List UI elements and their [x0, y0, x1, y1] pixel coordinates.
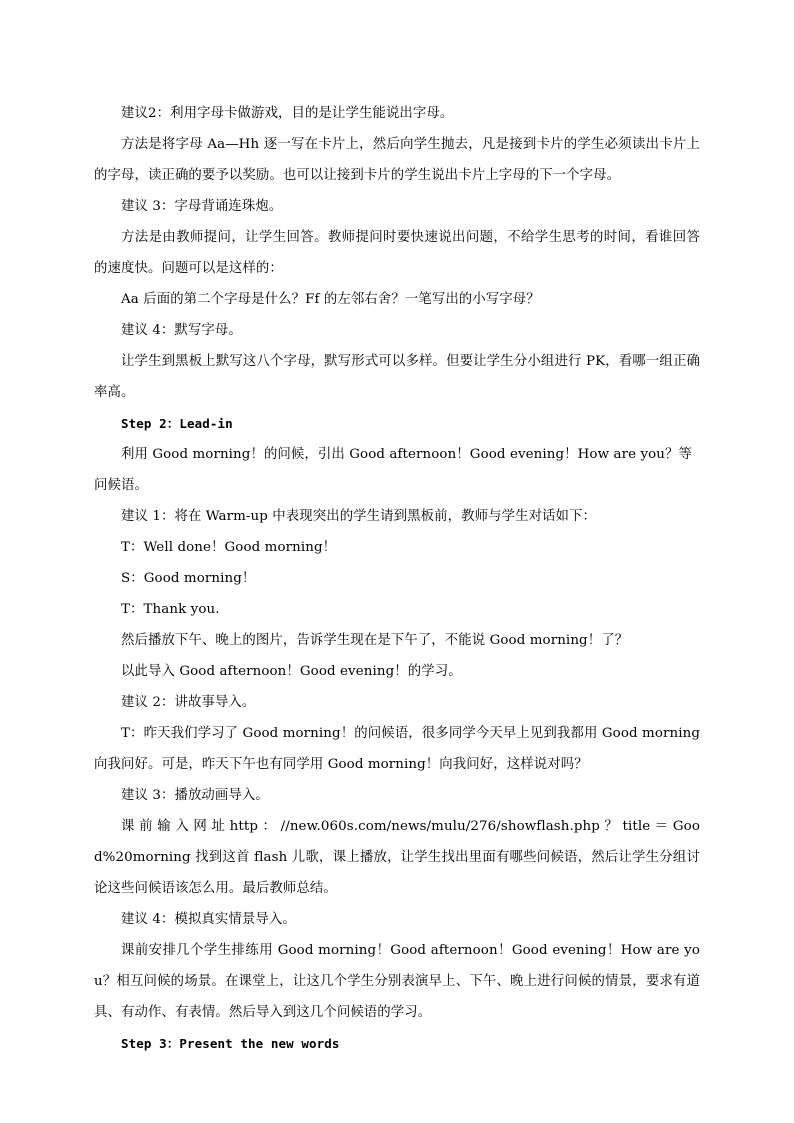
- lead-in-intro: 利用 Good morning！的问候，引出 Good afternoon！Good evening！How are you？等问候语。: [94, 447, 693, 493]
- show-pictures-text: 然后播放下午、晚上的图片，告诉学生现在是下午了，不能说 Good morning！了？: [121, 633, 629, 648]
- method-dictation: 让学生到黑板上默写这八个字母，默写形式可以多样。但要让学生分小组进行 PK，看哪一组正确率高。: [94, 354, 700, 400]
- suggestion-3-heading: 建议 3：字母背诵连珠炮。: [121, 199, 283, 214]
- dialogue-line-student: S：Good morning！: [121, 571, 256, 586]
- step-3-heading: Step 3：Present the new words: [121, 1036, 340, 1051]
- suggestion-2-heading: 建议2：利用字母卡做游戏，目的是让学生能说出字母。: [121, 106, 454, 121]
- lead-in-suggestion-3: 建议 3：播放动画导入。: [121, 788, 269, 803]
- lead-in-suggestion-2: 建议 2：讲故事导入。: [121, 695, 256, 710]
- method-letter-cards: 方法是将字母 Aa—Hh 逐一写在卡片上，然后向学生抛去，凡是接到卡片的学生必须读出卡片上的字母，读正确的要予以奖励。也可以让接到卡片的学生说出卡片上字母的下一个字母。: [94, 137, 700, 183]
- lead-in-suggestion-1: 建议 1：将在 Warm-up 中表现突出的学生请到黑板前，教师与学生对话如下：: [121, 509, 597, 524]
- method-rapid-questions: 方法是由教师提问，让学生回答。教师提问时要快速说出问题，不给学生思考的时间，看谁回答的速度快。问题可以是这样的：: [94, 230, 700, 276]
- lead-to-learning-text: 以此导入 Good afternoon！Good evening！的学习。: [121, 664, 462, 679]
- suggestion-4-heading: 建议 4：默写字母。: [121, 323, 242, 338]
- example-questions: Aa 后面的第二个字母是什么？Ff 的左邻右舍？一笔写出的小写字母？: [121, 292, 540, 307]
- animation-lead-in-text: 课 前 输 入 网 址 http ： //new.060s.com/news/mulu/276/showflash.php ？ title ＝ Good%20morning 找到这首 flash 儿歌，课上播放，让学生找出里面有哪些问候语，然后让学生分组讨论这些问候语该怎么用。最后教师总结。: [94, 819, 700, 896]
- dialogue-line-teacher-2: T：Thank you.: [121, 602, 220, 617]
- role-play-lead-in-text: 课前安排几个学生排练用 Good morning！Good afternoon！Good evening！How are you？相互问候的场景。在课堂上，让这几个学生分别表演早上、下午、晚上进行问候的情景，要求有道具、有动作、有表情。然后导入到这几个问候语的学习。: [94, 943, 700, 1020]
- lead-in-suggestion-4: 建议 4：模拟真实情景导入。: [121, 912, 296, 927]
- dialogue-line-teacher-1: T：Well done！Good morning！: [121, 540, 337, 555]
- story-lead-in-text: T：昨天我们学习了 Good morning！的问候语，很多同学今天早上见到我都用 Good morning 向我问好。可是，昨天下午也有同学用 Good morning！向我问好，这样说对吗？: [94, 726, 700, 772]
- document-body: [94, 98, 700, 1059]
- step-2-heading: Step 2：Lead-in: [121, 416, 233, 431]
